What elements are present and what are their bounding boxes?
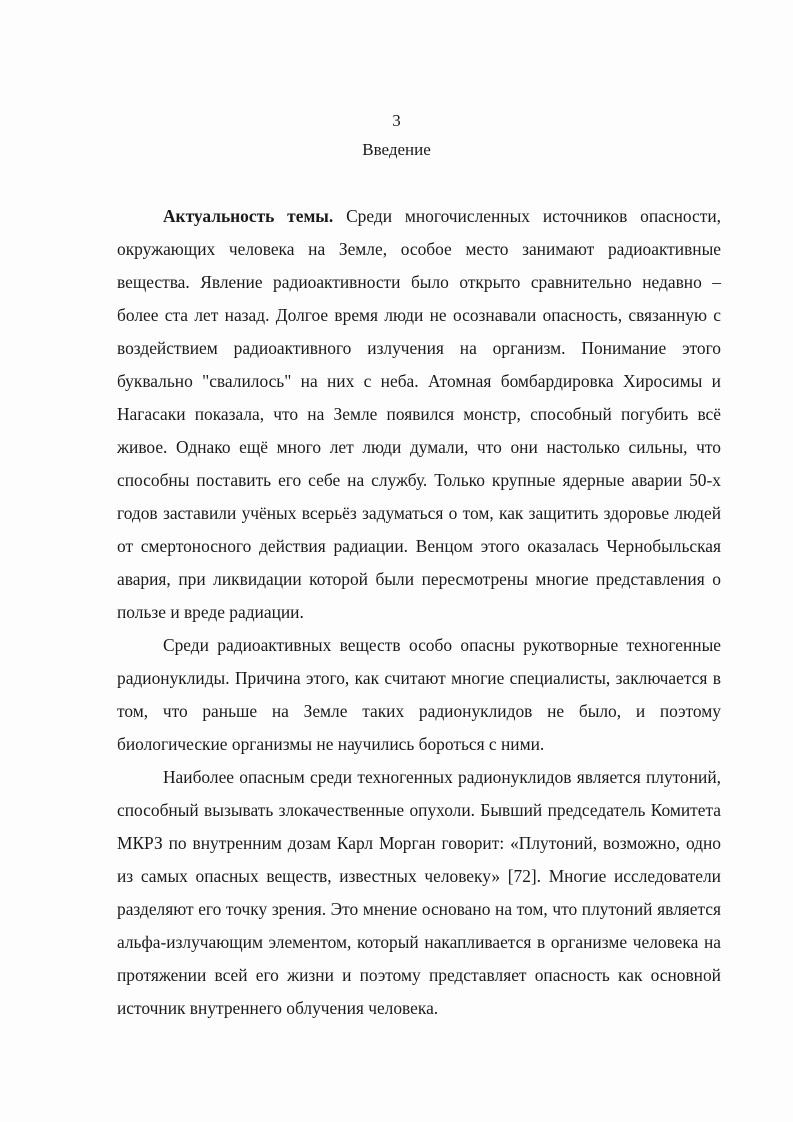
paragraph-text: Среди многочисленных источников опасности, окружающих человека на Земле, особое место занимают радиоактивные вещества. Явление радиоактивности было открыто сравнительно недавно – более ста лет назад. Долгое время люди не осознавали опасность, связанную с воздействием радиоактивного излучения на организм. Понимание этого буквально "свалилось" на них с неба. Атомная бомбардировка Хиросимы и Нагасаки показала, что на Земле появился монстр, способный погубить всё живое. Однако ещё много лет люди думали, что они настолько сильны, что способны поставить его себе на службу. Только крупные ядерные аварии 50-х годов заставили учёных всерьёз задуматься о том, как защитить здоровье людей от смертоносного действия радиации. Венцом этого оказалась Чернобыльская авария, при ликвидации которой были пересмотрены многие представления о пользе и вреде радиации. [117, 206, 721, 622]
paragraph-radionuclides [117, 629, 721, 761]
paragraph-text: Наиболее опасным среди техногенных радионуклидов является плутоний, способный вызывать злокачественные опухоли. Бывший председатель Комитета МКРЗ по внутренним дозам Карл Морган говорит: «Плутоний, возможно, одно из самых опасных веществ, известных человеку» [72]. Многие исследователи разделяют его точку зрения. Это мнение основано на том, что плутоний является альфа-излучающим элементом, который накапливается в организме человека на протяжении всей его жизни и поэтому представляет опасность как основной источник внутреннего облучения человека. [117, 767, 721, 1018]
paragraph-relevance [117, 200, 721, 629]
section-title: Введение [362, 140, 431, 159]
paragraph-text: Среди радиоактивных веществ особо опасны рукотворные техногенные радионуклиды. Причина этого, как считают многие специалисты, заключается в том, что раньше на Земле таких радионуклидов не было, и поэтому биологические организмы не научились бороться с ними. [117, 635, 721, 754]
paragraph-lead: Актуальность темы. [163, 206, 334, 226]
page-number: 3 [392, 111, 401, 130]
paragraph-plutonium [117, 761, 721, 1025]
body-text [117, 200, 721, 1025]
